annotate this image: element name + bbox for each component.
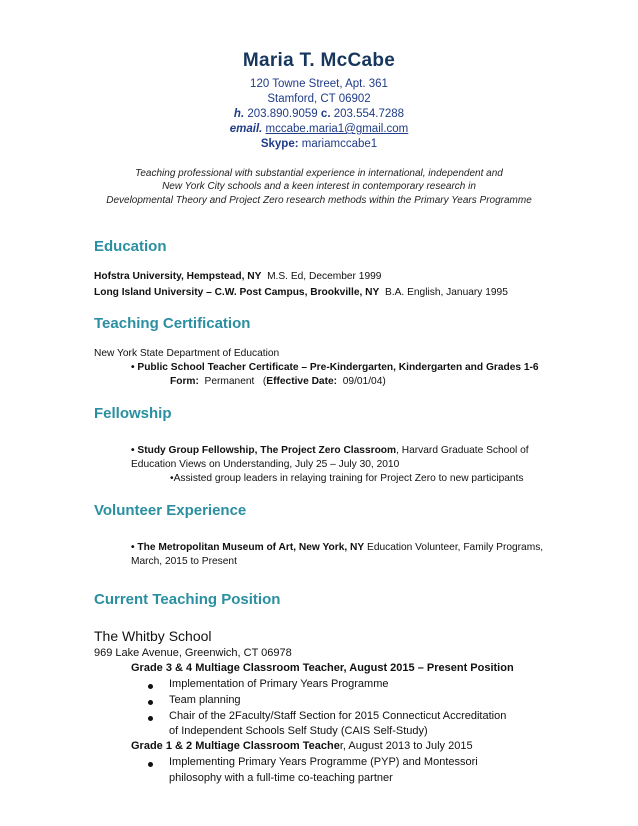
fellowship-item: • Study Group Fellowship, The Project Zero Classroom, Harvard Graduate School of [131, 445, 529, 456]
cell-phone-label: c. [320, 108, 331, 120]
education-detail: B.A. English, January 1995 [384, 287, 508, 298]
fellowship-detail: , Harvard Graduate School of [396, 445, 529, 456]
email-line [0, 123, 638, 135]
candidate-name: Maria T. McCabe [242, 50, 396, 71]
form-label: Form: [170, 376, 199, 387]
address-line-2: Stamford, CT 06902 [267, 93, 371, 105]
role-1-item: Chair of the 2Faculty/Staff Section for 2015 Connecticut Accreditation [169, 710, 507, 722]
certification-department: New York State Department of Education [94, 348, 280, 359]
fellowship-name: Study Group Fellowship, The Project Zero Classroom [137, 445, 397, 456]
email-label: email. [229, 123, 263, 135]
fellowship-subitem-text: Assisted group leaders in relaying training for Project Zero to new participants [173, 473, 524, 484]
section-title-volunteer: Volunteer Experience [94, 502, 247, 519]
education-item [94, 287, 508, 298]
certification-item: • Public School Teacher Certificate – Pre-Kindergarten, Kindergarten and Grades 1-6 [131, 362, 539, 373]
address-line-1: 120 Towne Street, Apt. 361 [250, 78, 388, 90]
effective-date-label: Effective Date: [266, 376, 338, 387]
role-1-item: Team planning [169, 694, 241, 706]
volunteer-org: The Metropolitan Museum of Art, New York, NY [137, 542, 365, 553]
objective-line-2: New York City schools and a keen interest in contemporary research in [162, 181, 476, 192]
home-phone-label: h. [233, 108, 245, 120]
current-school-address: 969 Lake Avenue, Greenwich, CT 06978 [94, 647, 292, 659]
phone-line [0, 108, 638, 120]
volunteer-detail: Education Volunteer, Family Programs, [364, 542, 544, 553]
education-item [94, 271, 381, 282]
education-school: Hofstra University, Hempstead, NY [94, 271, 262, 282]
certification-form-line: Form: Permanent (Effective Date: 09/01/04) [170, 376, 386, 387]
section-title-fellowship: Fellowship [94, 405, 172, 422]
home-phone: 203.890.9059 [247, 108, 318, 120]
bullet-icon [148, 716, 153, 721]
skype-label: Skype: [260, 138, 299, 150]
effective-date-value: 09/01/04) [342, 376, 386, 387]
certification-name: Public School Teacher Certificate – Pre-Kindergarten, Kindergarten and Grades 1-6 [137, 362, 539, 373]
bullet-icon [148, 700, 153, 705]
fellowship-line-2: Education Views on Understanding, July 25 – July 30, 2010 [131, 459, 400, 470]
cell-phone: 203.554.7288 [333, 108, 405, 120]
skype-line [0, 138, 638, 150]
role-2-title-rest: r, August 2013 to July 2015 [339, 740, 473, 752]
role-2-item: Implementing Primary Years Programme (PYP) and Montessori [169, 756, 478, 768]
volunteer-item: • The Metropolitan Museum of Art, New York, NY Education Volunteer, Family Programs, [131, 542, 544, 553]
email-link[interactable]: mccabe.maria1@gmail.com [265, 123, 409, 135]
role-2-item-continued: philosophy with a full-time co-teaching partner [169, 772, 393, 784]
bullet-icon [148, 684, 153, 689]
volunteer-line-2: March, 2015 to Present [131, 556, 237, 567]
section-title-education: Education [94, 238, 167, 255]
current-school-name: The Whitby School [94, 628, 212, 644]
form-value: Permanent [204, 376, 255, 387]
section-title-certification: Teaching Certification [94, 315, 251, 332]
role-2-title [131, 740, 473, 752]
objective-line-1: Teaching professional with substantial experience in international, independent and [135, 168, 503, 179]
education-school: Long Island University – C.W. Post Campus, Brookville, NY [94, 287, 380, 298]
role-1-item-continued: of Independent Schools Self Study (CAIS Self-Study) [169, 725, 428, 737]
role-1-item: Implementation of Primary Years Programme [169, 678, 389, 690]
bullet-icon [148, 762, 153, 767]
role-2-title-bold: Grade 1 & 2 Multiage Classroom Teache [131, 740, 340, 752]
skype-handle: mariamccabe1 [301, 138, 378, 150]
education-detail: M.S. Ed, December 1999 [267, 271, 382, 282]
section-title-current-position: Current Teaching Position [94, 591, 281, 608]
role-1-title: Grade 3 & 4 Multiage Classroom Teacher, August 2015 – Present Position [131, 662, 514, 674]
objective-line-3: Developmental Theory and Project Zero research methods within the Primary Years Programme [106, 195, 532, 206]
fellowship-subitem: •Assisted group leaders in relaying training for Project Zero to new participants [170, 473, 524, 484]
